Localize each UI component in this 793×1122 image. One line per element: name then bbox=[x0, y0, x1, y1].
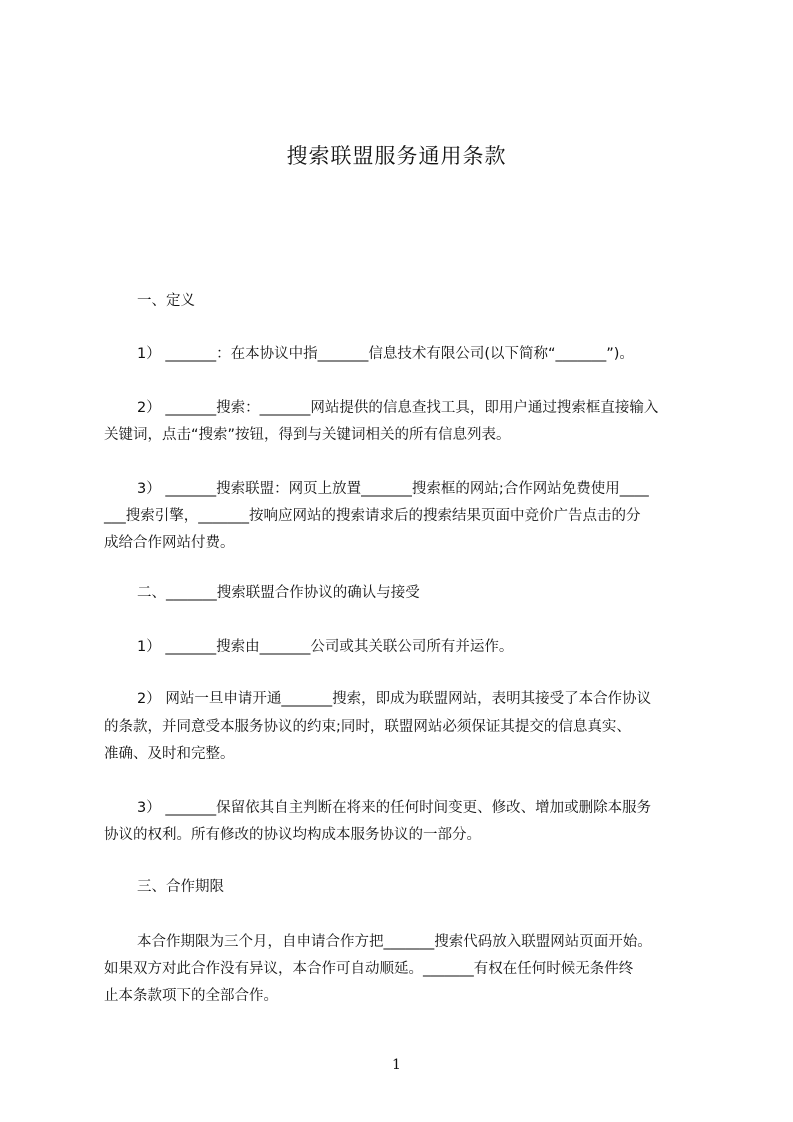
definition-3-line-1: 3） _______搜索联盟：网页上放置_______搜索框的网站;合作网站免费使用____ bbox=[137, 481, 649, 497]
term-line-1: 本合作期限为三个月，自申请合作方把_______搜索代码放入联盟网站页面开始。 bbox=[137, 934, 652, 950]
section-heading-definitions: 一、定义 bbox=[137, 293, 195, 309]
section-heading-confirmation: 二、_______搜索联盟合作协议的确认与接受 bbox=[137, 585, 420, 601]
definition-3-line-2: ___搜索引擎，_______按响应网站的搜索请求后的搜索结果页面中竞价广告点击的分 bbox=[104, 508, 641, 524]
confirmation-3-line-2: 协议的权利。所有修改的协议均构成本服务协议的一部分。 bbox=[104, 827, 481, 843]
confirmation-2-line-1: 2） 网站一旦申请开通_______搜索，即成为联盟网站，表明其接受了本合作协议 bbox=[137, 691, 652, 707]
term-line-2: 如果双方对此合作没有异议，本合作可自动顺延。_______有权在任何时候无条件终 bbox=[104, 961, 634, 977]
term-line-3: 止本条款项下的全部合作。 bbox=[104, 988, 278, 1004]
section-heading-term: 三、合作期限 bbox=[137, 879, 224, 895]
document-title: 搜索联盟服务通用条款 bbox=[286, 144, 507, 168]
definition-3-line-3: 成给合作网站付费。 bbox=[104, 535, 235, 551]
confirmation-2-line-2: 的条款，并同意受本服务协议的约束;同时，联盟网站必须保证其提交的信息真实、 bbox=[104, 719, 631, 735]
definition-2-line-2: 关键词，点击“搜索”按钮，得到与关键词相关的所有信息列表。 bbox=[104, 427, 511, 443]
confirmation-2-line-3: 准确、及时和完整。 bbox=[104, 746, 235, 762]
confirmation-3-line-1: 3） _______保留依其自主判断在将来的任何时间变更、修改、增加或删除本服务 bbox=[137, 800, 652, 816]
definition-1: 1） _______：在本协议中指_______信息技术有限公司(以下简称“_______”)。 bbox=[137, 346, 634, 362]
confirmation-1: 1） _______搜索由_______公司或其关联公司所有并运作。 bbox=[137, 639, 514, 655]
definition-2-line-1: 2） _______搜索：_______网站提供的信息查找工具，即用户通过搜索框直接输入 bbox=[137, 400, 659, 416]
page-number: 1 bbox=[392, 1057, 401, 1073]
